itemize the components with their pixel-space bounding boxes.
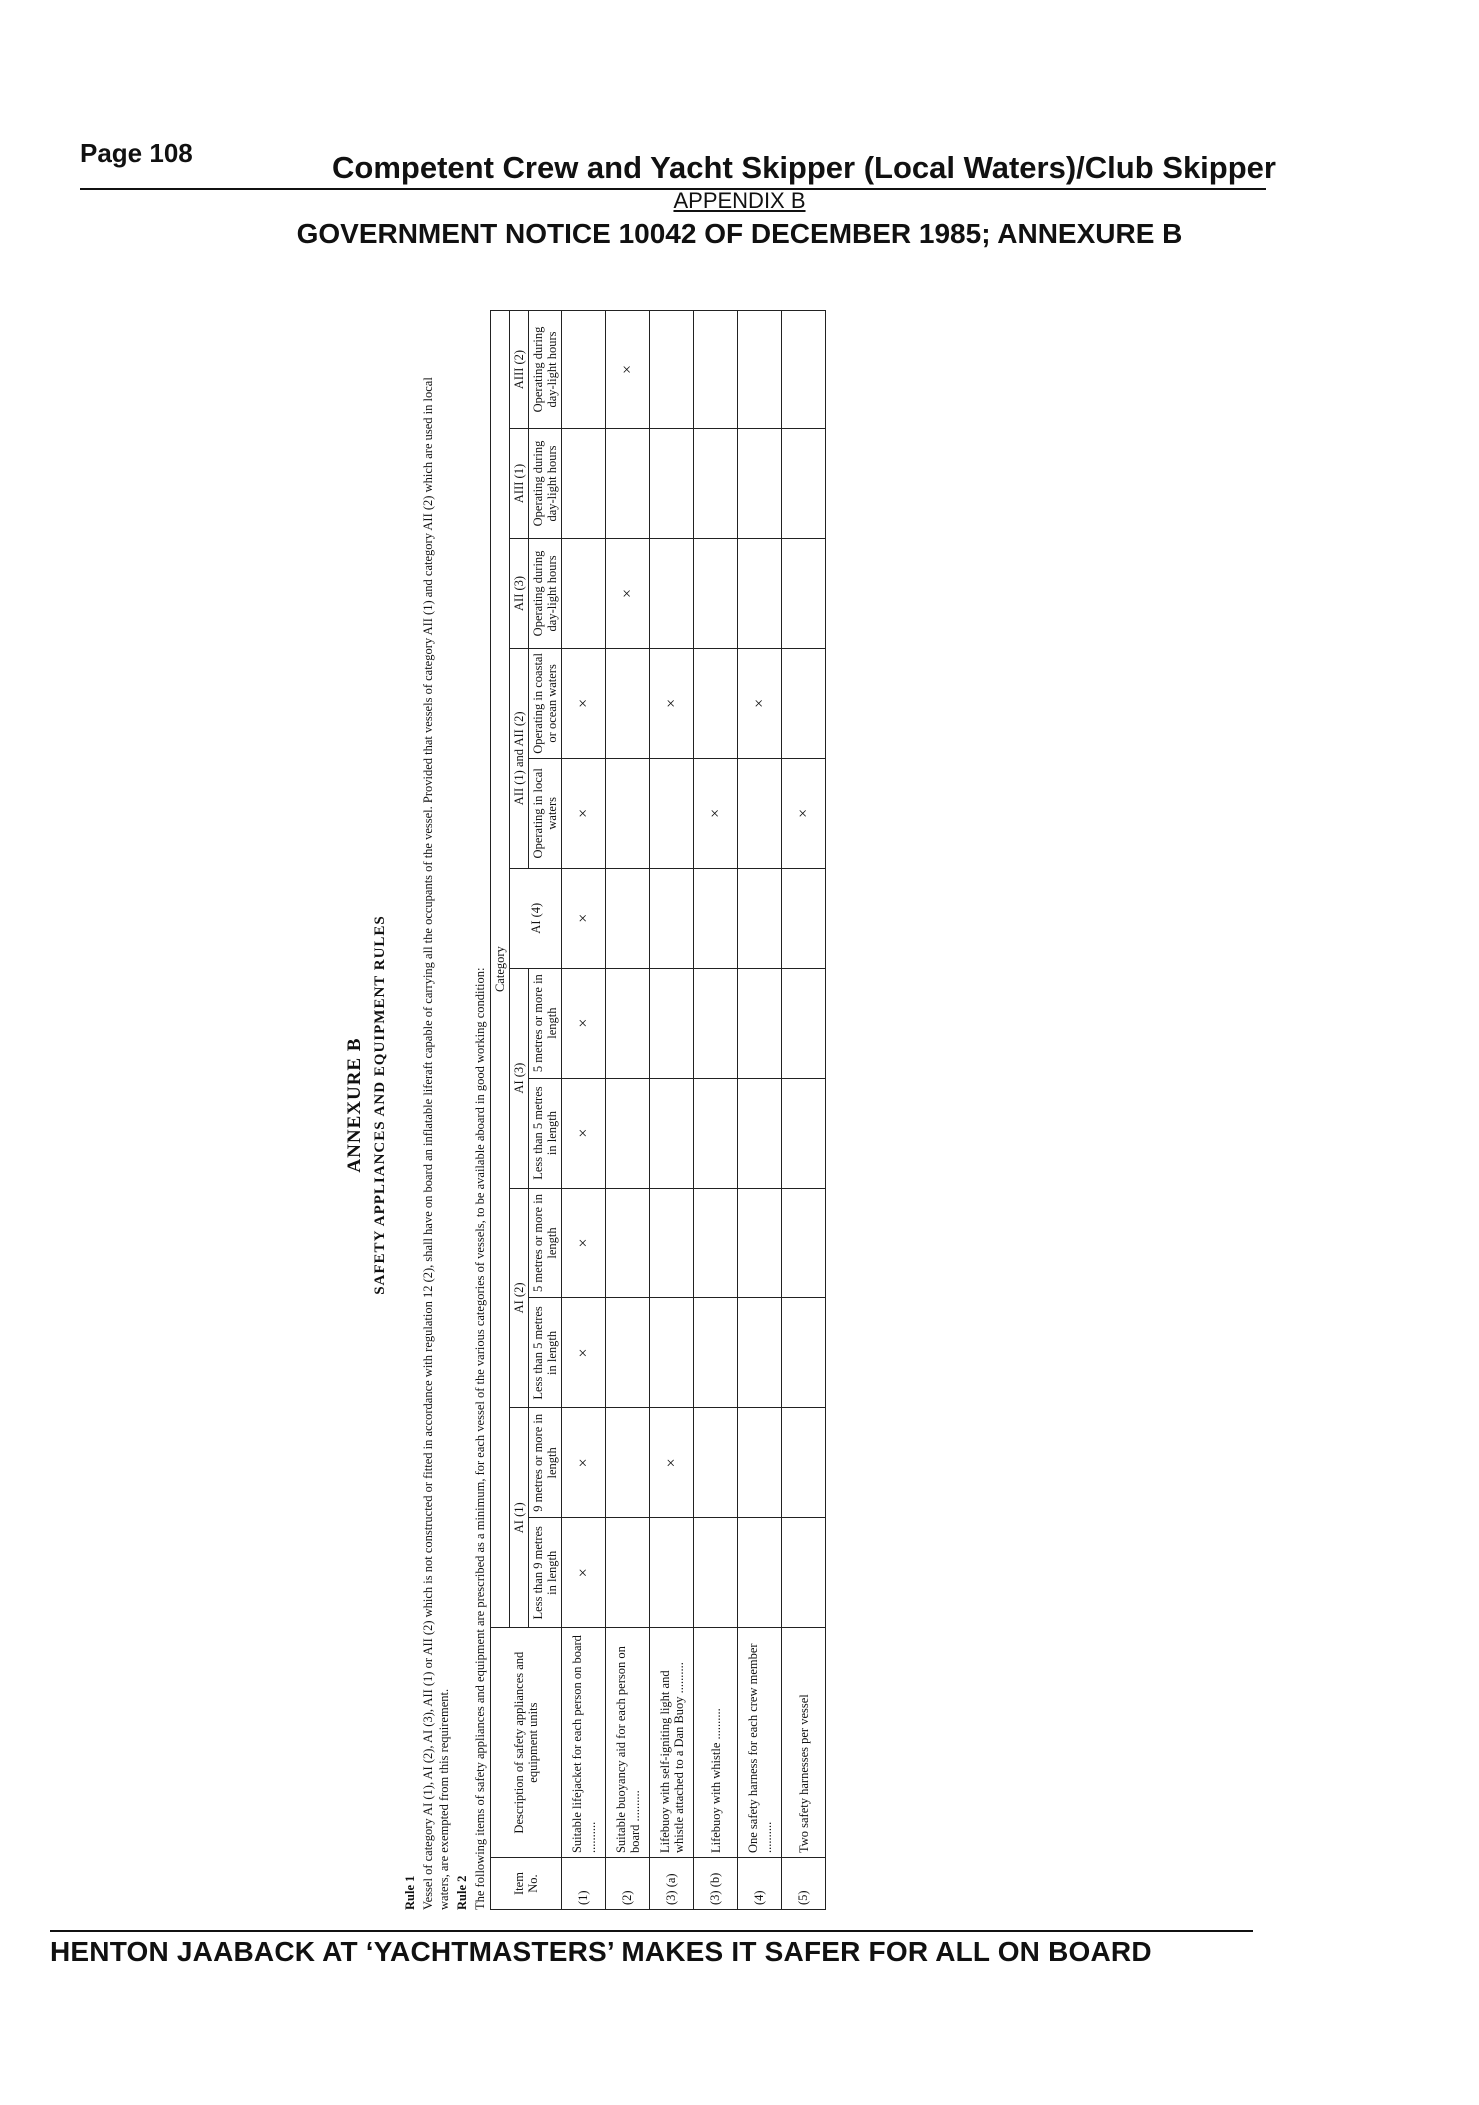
category-mark: × — [562, 1518, 606, 1628]
category-mark — [782, 1078, 826, 1188]
item-number: (1) — [562, 1858, 606, 1910]
category-mark: × — [562, 758, 606, 868]
category-header: Category — [491, 311, 510, 1628]
category-mark — [562, 429, 606, 539]
group-header: AIII (2) — [510, 311, 529, 429]
item-description: One safety harness for each crew member .......... — [738, 1628, 782, 1858]
category-mark: × — [562, 1298, 606, 1408]
table-row — [694, 311, 738, 1910]
book-title: Competent Crew and Yacht Skipper (Local Waters)/Club Skipper — [332, 150, 1276, 185]
group-header: AI (4) — [510, 868, 562, 968]
appendix-label — [0, 188, 1479, 214]
equipment-table — [490, 310, 826, 1910]
sub-header: Operating during day-light hours — [529, 538, 562, 648]
sub-header: Operating during day-light hours — [529, 311, 562, 429]
rule2-label: Rule 2 — [455, 1875, 469, 1910]
category-mark — [606, 1518, 650, 1628]
annexure-rotated — [330, 290, 970, 1920]
category-mark — [606, 758, 650, 868]
category-mark — [694, 968, 738, 1078]
category-mark — [694, 311, 738, 429]
table-row — [782, 311, 826, 1910]
category-mark — [694, 868, 738, 968]
category-mark: × — [562, 1078, 606, 1188]
category-mark — [650, 1188, 694, 1298]
rule2-text: The following items of safety appliances and equipment are prescribed as a minimum, for each vessel of the various categories of vessels, to be available aboard in good working condition: — [473, 967, 487, 1910]
category-mark — [738, 429, 782, 539]
category-mark — [562, 538, 606, 648]
footer-rule — [50, 1930, 1253, 1932]
category-mark — [606, 429, 650, 539]
category-mark — [650, 429, 694, 539]
category-mark — [650, 968, 694, 1078]
category-mark — [738, 758, 782, 868]
category-mark: × — [606, 311, 650, 429]
sub-header: 9 metres or more in length — [529, 1408, 562, 1518]
item-description: Suitable lifejacket for each person on board .......... — [562, 1628, 606, 1858]
footer-slogan: HENTON JAABACK AT ‘YACHTMASTERS’ MAKES IT SAFER FOR ALL ON BOARD — [50, 1936, 1152, 1967]
category-mark — [738, 1518, 782, 1628]
category-mark: × — [650, 648, 694, 758]
category-mark — [562, 311, 606, 429]
category-mark — [650, 311, 694, 429]
category-mark: × — [562, 648, 606, 758]
group-header: AIII (1) — [510, 429, 529, 539]
category-mark — [782, 311, 826, 429]
category-mark — [738, 1188, 782, 1298]
category-mark — [650, 868, 694, 968]
category-mark — [694, 1188, 738, 1298]
table-body — [562, 311, 826, 1910]
item-number: (3) (a) — [650, 1858, 694, 1910]
category-mark — [606, 1298, 650, 1408]
category-mark — [694, 538, 738, 648]
table-row — [606, 311, 650, 1910]
category-mark — [738, 311, 782, 429]
category-mark — [606, 1078, 650, 1188]
category-mark — [694, 1408, 738, 1518]
item-number: (3) (b) — [694, 1858, 738, 1910]
rule1-label: Rule 1 — [403, 1875, 417, 1910]
sub-header: 5 metres or more in length — [529, 1188, 562, 1298]
sub-header: Less than 5 metres in length — [529, 1078, 562, 1188]
category-mark — [606, 1188, 650, 1298]
category-mark — [606, 968, 650, 1078]
sub-header: Less than 9 metres in length — [529, 1518, 562, 1628]
category-mark — [650, 1518, 694, 1628]
item-description: Suitable buoyancy aid for each person on board .......... — [606, 1628, 650, 1858]
sub-header: Operating in coastal or ocean waters — [529, 648, 562, 758]
group-header: AI (3) — [510, 968, 529, 1188]
category-mark — [738, 1078, 782, 1188]
group-header: AI (2) — [510, 1188, 529, 1408]
category-mark: × — [782, 758, 826, 868]
appendix-text: APPENDIX B — [673, 188, 806, 213]
annexure-subtitle: SAFETY APPLIANCES AND EQUIPMENT RULES — [372, 915, 388, 1295]
category-mark — [782, 1518, 826, 1628]
group-header: AI (1) — [510, 1408, 529, 1628]
category-mark — [650, 758, 694, 868]
category-mark — [694, 429, 738, 539]
category-mark: × — [650, 1408, 694, 1518]
category-mark: × — [562, 1408, 606, 1518]
category-mark: × — [738, 648, 782, 758]
item-description: Lifebuoy with self-igniting light and whistle attached to a Dan Buoy .......... — [650, 1628, 694, 1858]
category-mark: × — [562, 868, 606, 968]
category-mark — [782, 1298, 826, 1408]
category-mark — [782, 429, 826, 539]
page-header — [80, 138, 1276, 194]
desc-header: Description of safety appliances and equipment units — [491, 1628, 562, 1858]
item-description: Two safety harnesses per vessel — [782, 1628, 826, 1858]
annexure-title: ANNEXURE B — [344, 1037, 365, 1173]
category-mark — [650, 1298, 694, 1408]
category-mark — [738, 868, 782, 968]
category-mark — [606, 1408, 650, 1518]
item-number: (5) — [782, 1858, 826, 1910]
rules-block — [402, 350, 490, 1910]
category-mark — [782, 868, 826, 968]
sub-header: Less than 5 metres in length — [529, 1298, 562, 1408]
category-mark — [694, 1078, 738, 1188]
category-mark — [738, 538, 782, 648]
rule1-text: Vessel of category AI (1), AI (2), AI (3), AII (1) or AII (2) which is not constructed or fitted in accordance with regulation 12 (2), shall have on board an inflatable liferaft capable of carrying all the occupants of the vessel. Provided that vessels of category AII (1) and category AII (2) which are used in local waters, are exempted from this requirement. — [421, 377, 451, 1910]
government-notice: GOVERNMENT NOTICE 10042 OF DECEMBER 1985; ANNEXURE B — [296, 218, 1183, 249]
category-mark — [694, 648, 738, 758]
category-mark — [782, 538, 826, 648]
group-header: AII (1) and AII (2) — [510, 648, 529, 868]
sub-header: Operating in local waters — [529, 758, 562, 868]
table-row — [650, 311, 694, 1910]
page-number: Page 108 — [80, 138, 193, 168]
category-mark — [606, 868, 650, 968]
category-mark — [738, 1298, 782, 1408]
table-row — [738, 311, 782, 1910]
page-footer — [50, 1930, 1253, 1968]
sub-header: 5 metres or more in length — [529, 968, 562, 1078]
category-mark — [782, 1408, 826, 1518]
category-mark — [738, 968, 782, 1078]
category-mark: × — [694, 758, 738, 868]
table-row — [562, 311, 606, 1910]
category-mark — [650, 538, 694, 648]
category-mark: × — [562, 1188, 606, 1298]
item-header: Item No. — [491, 1858, 562, 1910]
item-description: Lifebuoy with whistle .......... — [694, 1628, 738, 1858]
item-number: (4) — [738, 1858, 782, 1910]
category-mark — [782, 648, 826, 758]
category-mark: × — [562, 968, 606, 1078]
category-mark — [782, 968, 826, 1078]
item-number: (2) — [606, 1858, 650, 1910]
sub-header: Operating during day-light hours — [529, 429, 562, 539]
annexure-panel — [330, 290, 970, 1920]
category-mark — [650, 1078, 694, 1188]
category-mark — [694, 1298, 738, 1408]
category-mark — [606, 648, 650, 758]
group-header: AII (3) — [510, 538, 529, 648]
category-mark — [782, 1188, 826, 1298]
category-mark — [694, 1518, 738, 1628]
category-mark — [738, 1408, 782, 1518]
category-mark: × — [606, 538, 650, 648]
